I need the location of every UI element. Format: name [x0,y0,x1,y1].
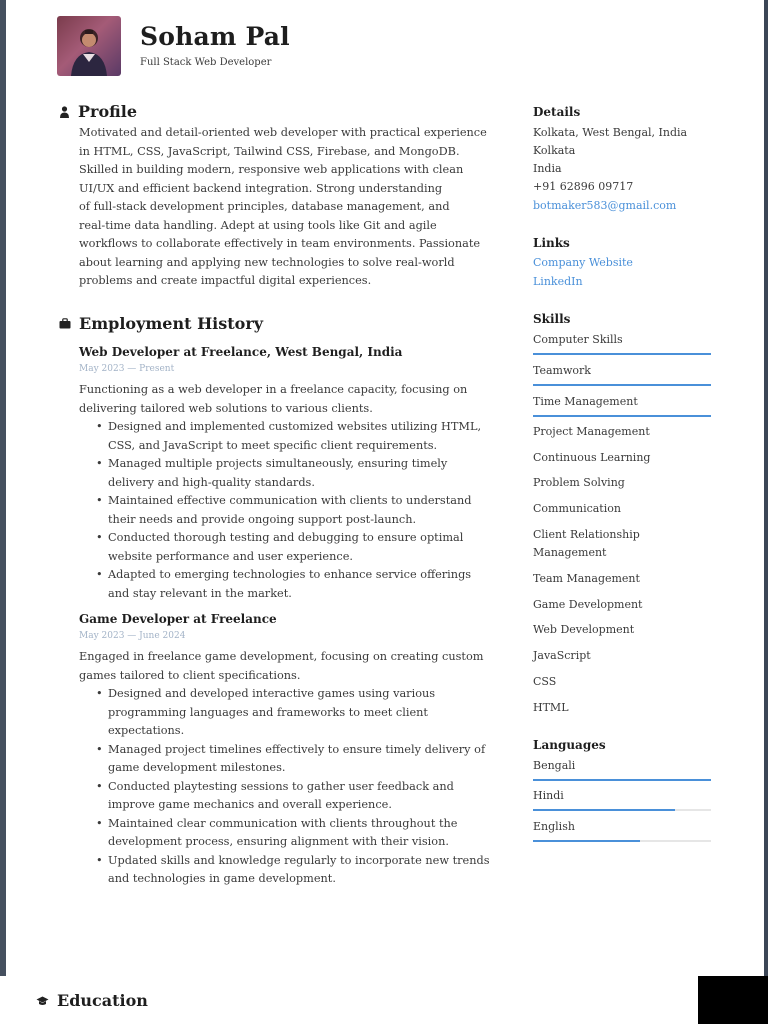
skill-item: Project Management [533,425,650,438]
graduation-cap-icon [36,996,49,1006]
skill-level-bar [533,384,711,386]
viewer-frame-edge [764,0,768,976]
skill-item: JavaScript [533,649,591,662]
skill-item: Communication [533,502,621,515]
list-item: • Maintained effective communication with clients to understand their needs and provide ongoing support post-launch. [108,492,528,529]
skill-item: HTML [533,701,569,714]
list-item: • Updated skills and knowledge regularly to incorporate new trends and technologies in game development. [108,852,528,889]
profile-heading: Profile [59,102,137,121]
details-address: Kolkata, West Bengal, India [533,126,688,139]
language-level-bar [533,809,711,811]
skill-item: Teamwork [533,364,591,377]
candidate-subtitle: Full Stack Web Developer [140,57,272,68]
list-item: • Managed project timelines effectively to ensure timely delivery of game development milestones. [108,741,528,778]
skill-level-bar [533,415,711,417]
skill-item: Web Development [533,623,635,636]
language-level-bar [533,779,711,781]
skill-item: Computer Skills [533,333,623,346]
list-item: • Designed and developed interactive games using various programming languages and frameworks to meet client expectations. [108,685,528,741]
company-website-link[interactable]: Company Website [533,256,633,269]
language-item: English [533,820,575,833]
language-item: Hindi [533,789,564,802]
list-item: • Managed multiple projects simultaneously, ensuring timely delivery and high-quality standards. [108,455,528,492]
job-dates: May 2023 — Present [79,364,175,374]
language-level-bar [533,840,711,842]
list-item: • Adapted to emerging technologies to enhance service offerings and stay relevant in the market. [108,566,528,603]
details-phone: +91 62896 09717 [533,180,634,193]
languages-heading: Languages [533,738,606,752]
linkedin-link[interactable]: LinkedIn [533,275,583,288]
education-heading: Education [36,991,148,1010]
employment-heading: Employment History [59,314,263,333]
job-bullets [92,418,528,603]
list-item: • Conducted thorough testing and debugging to ensure optimal website performance and user experience. [108,529,528,566]
skill-item: Continuous Learning [533,451,651,464]
job-title: Web Developer at Freelance, West Bengal, India [79,345,403,359]
skill-item: Problem Solving [533,476,625,489]
candidate-name: Soham Pal [140,22,290,51]
briefcase-icon [59,318,71,329]
job-summary: Engaged in freelance game development, focusing on creating custom games tailored to client specifications. [79,650,484,682]
skill-item: CSS [533,675,557,688]
list-item: • Maintained clear communication with clients throughout the development process, ensuring alignment with their vision. [108,815,528,852]
skill-item: Game Development [533,598,643,611]
details-heading: Details [533,105,581,119]
links-heading: Links [533,236,570,250]
list-item: • Conducted playtesting sessions to gather user feedback and improve game mechanics and overall experience. [108,778,528,815]
skill-level-bar [533,353,711,355]
avatar [57,16,121,76]
skill-item: Client Relationship Management [533,528,640,559]
email-link[interactable]: botmaker583@gmail.com [533,199,677,212]
job-dates: May 2023 — June 2024 [79,631,186,641]
skill-item: Time Management [533,395,638,408]
skills-heading: Skills [533,312,571,326]
language-item: Bengali [533,759,576,772]
list-item: • Designed and implemented customized websites utilizing HTML, CSS, and JavaScript to meet specific client requirements. [108,418,528,455]
job-summary: Functioning as a web developer in a freelance capacity, focusing on delivering tailored web solutions to various clients. [79,383,468,415]
person-icon [59,106,70,118]
details-country: India [533,162,562,175]
skill-item: Team Management [533,572,640,585]
profile-text: Motivated and detail-oriented web developer with practical experience in HTML, CSS, JavaScript, Tailwind CSS, Firebase, and MongoDB. Skilled in building modern, responsive web applications with clean UI/UX and efficient backend integration. Strong understanding of full-stack development principles, database management, and real-time data handling. Adept at using tools like Git and agile workflows to collaborate effectively in team environments. Passionate about learning and applying new technologies to solve real-world problems and create impactful digital experiences. [79,126,487,287]
details-city: Kolkata [533,144,576,157]
job-bullets [92,685,528,889]
viewer-corner [698,976,768,1024]
job-title: Game Developer at Freelance [79,612,277,626]
